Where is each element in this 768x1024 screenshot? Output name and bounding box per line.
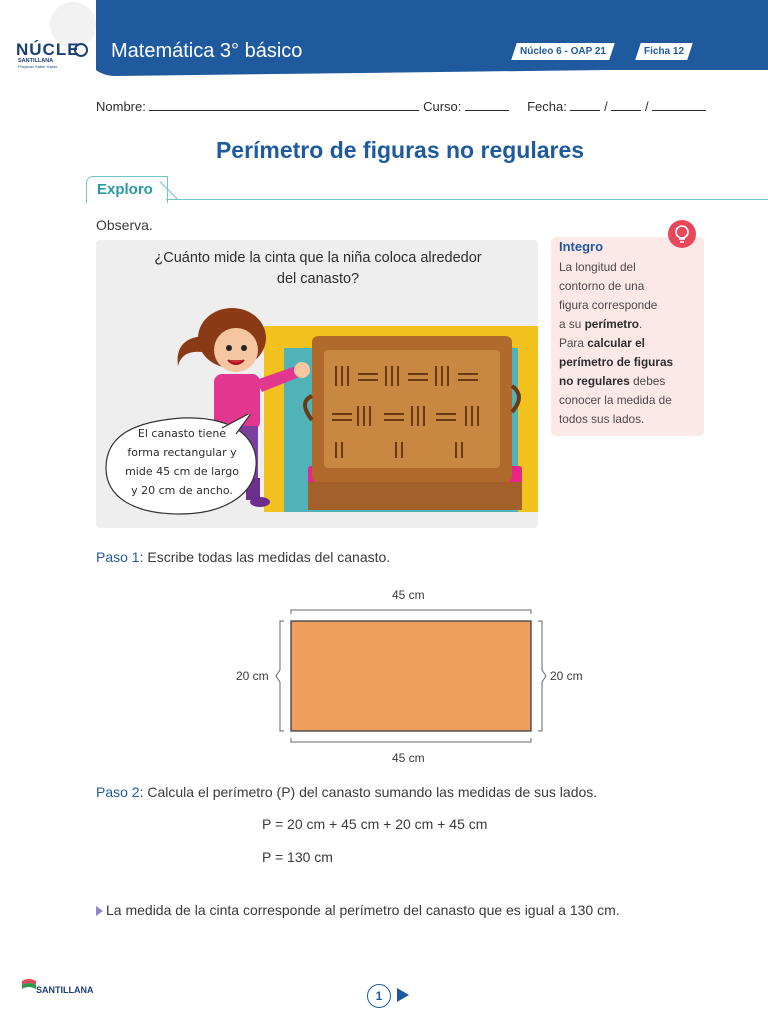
basket-base <box>308 482 522 510</box>
right-bracket <box>538 621 546 731</box>
speech-text <box>104 424 260 500</box>
integro-title: Integro <box>559 239 604 254</box>
nucleo-logo: NÚCLE <box>16 40 80 59</box>
integro-line: figura corresponde <box>559 298 658 312</box>
speech-line: mide 45 cm de largo <box>125 465 239 478</box>
tab-nucleo: Núcleo 6 - OAP 21 <box>511 43 614 60</box>
fecha-slash: / <box>644 99 649 114</box>
integro-line: conocer la medida de <box>559 393 672 407</box>
fecha-day-field[interactable] <box>570 98 600 111</box>
paso-label: Paso 2 <box>96 784 140 800</box>
label-right: 20 cm <box>550 669 583 683</box>
paso-text: : Calcula el perímetro (P) del canasto sumando las medidas de sus lados. <box>139 784 598 800</box>
santillana-flag-icon <box>22 979 36 991</box>
bottom-bracket <box>291 738 531 742</box>
left-bracket <box>276 621 284 731</box>
fecha-year-field[interactable] <box>652 98 706 111</box>
integro-line: a su perímetro. <box>559 317 643 331</box>
speech-line: y 20 cm de ancho. <box>131 484 233 497</box>
section-label: Exploro <box>97 181 153 198</box>
integro-line: no regulares debes <box>559 374 666 388</box>
fecha-label: Fecha: <box>527 99 567 114</box>
label-left: 20 cm <box>236 669 269 683</box>
logo-circle-icon <box>74 43 88 57</box>
integro-line: Para calcular el <box>559 336 645 350</box>
label-top: 45 cm <box>392 588 425 602</box>
paso-1 <box>96 549 390 565</box>
exploro-divider <box>166 199 768 200</box>
conclusion <box>96 902 620 918</box>
lightbulb-icon <box>668 220 696 248</box>
girl-face <box>214 328 258 372</box>
basket-rectangle <box>291 621 531 731</box>
speech-line: El canasto tiene <box>137 427 227 440</box>
fecha-month-field[interactable] <box>611 98 641 111</box>
rectangle-diagram <box>230 584 590 768</box>
integro-line: contorno de una <box>559 279 645 293</box>
curso-label: Curso: <box>423 99 462 114</box>
integro-text <box>559 258 701 429</box>
integro-line: todos sus lados. <box>559 412 645 426</box>
tab-ficha: Ficha 12 <box>635 43 693 60</box>
speech-line: forma rectangular y <box>127 446 237 459</box>
question-line: ¿Cuánto mide la cinta que la niña coloca alrededor <box>154 250 482 266</box>
integro-line: La longitud del <box>559 260 636 274</box>
top-bracket <box>291 610 531 614</box>
paso-2 <box>96 784 597 800</box>
santillana-logo: SANTILLANA <box>36 985 94 995</box>
next-page-arrow-icon[interactable] <box>397 988 409 1002</box>
logo-tagline: Proyecto Saber Hacer <box>18 64 58 69</box>
conclusion-text: La medida de la cinta corresponde al perímetro del canasto que es igual a 130 cm. <box>106 902 620 918</box>
curso-field[interactable] <box>465 98 509 111</box>
logo-subtitle: SANTILLANA <box>18 58 54 64</box>
question-line: del canasto? <box>276 271 360 287</box>
instruction-observa: Observa. <box>96 217 153 233</box>
page-title: Perímetro de figuras no regulares <box>215 137 585 163</box>
paso-text: : Escribe todas las medidas del canasto. <box>139 549 391 565</box>
nombre-field[interactable] <box>149 98 419 111</box>
header-under-curve <box>96 62 768 76</box>
question-text <box>118 248 518 290</box>
paso-label: Paso 1 <box>96 549 140 565</box>
header-title: Matemática 3° básico <box>111 40 303 62</box>
nombre-label: Nombre: <box>96 99 146 114</box>
equation-result: P = 130 cm <box>262 849 333 865</box>
fecha-slash: / <box>604 99 608 114</box>
student-info-row <box>96 98 706 114</box>
page-number: 1 <box>367 984 391 1008</box>
integro-line: perímetro de figuras <box>559 355 674 369</box>
bullet-arrow-icon <box>96 906 103 916</box>
equation-sum: P = 20 cm + 45 cm + 20 cm + 45 cm <box>262 816 488 832</box>
label-bottom: 45 cm <box>392 751 425 765</box>
